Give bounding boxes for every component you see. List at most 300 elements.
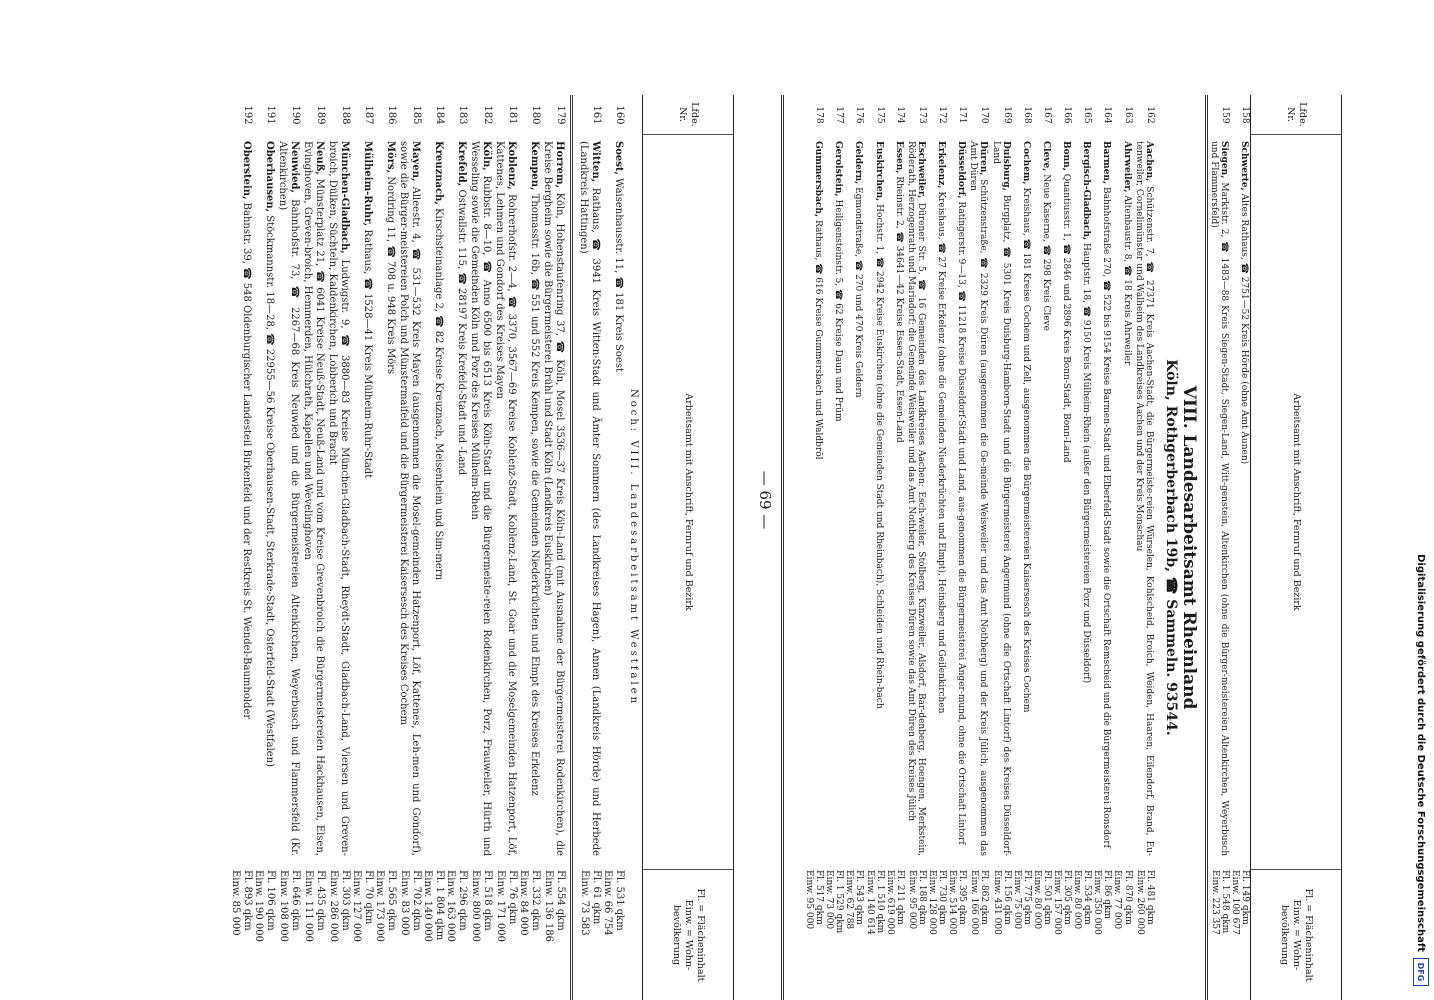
population-value: Einw. 136 186 [543, 870, 555, 943]
entry-area-population [1012, 862, 1032, 1000]
office-name: Euskirchen, [873, 141, 884, 202]
entry-number: 174 [894, 106, 905, 124]
entry-office [824, 135, 844, 862]
population-value: Einw. 223 357 [1209, 870, 1220, 935]
entry-number: 192 [242, 105, 253, 125]
office-name: Kreuznach, [433, 141, 444, 205]
area-value: Fl. 211 qkm [894, 870, 905, 925]
entry-number: 170 [979, 106, 990, 124]
list-item [577, 95, 602, 1000]
entry-area-population [1133, 862, 1155, 1000]
list-item [301, 95, 326, 1000]
entry-area-population [1032, 862, 1052, 1000]
population-value: Einw. 83 000 [399, 870, 411, 936]
entry-area-population [374, 862, 397, 1000]
entry-area-population [1052, 862, 1072, 1000]
list-item [1012, 95, 1032, 1000]
population-value: Einw. 84 000 [518, 870, 530, 936]
population-value: Einw. 66 754 [602, 870, 614, 936]
office-name: Neuß, [314, 141, 325, 175]
entry-number: 164 [1102, 106, 1113, 124]
area-value: Fl. 1 529 qkm [834, 870, 845, 934]
office-name: Schwerte, [1239, 141, 1249, 191]
area-value: Fl. 106 qkm [265, 870, 276, 931]
area-value: Fl. 730 qkm [937, 870, 948, 925]
entry-number: 168 [1021, 106, 1032, 124]
population-value: Einw. 73 000 [824, 870, 835, 930]
running-head: Noch: VIII. Landesarbeitsamt Westfalen [628, 388, 639, 707]
area-value: Fl. 156 qkm [1001, 870, 1012, 925]
entry-number: 173 [916, 106, 927, 124]
office-name: Bergisch-Gladbach, [1081, 141, 1092, 241]
population-value: Einw. 431 000 [991, 870, 1002, 935]
area-value: Fl. 1 510 qkm [874, 870, 885, 934]
entry-area-population [1208, 862, 1230, 1000]
right-rows [230, 95, 642, 1000]
area-value: Fl. 862 qkm [979, 870, 990, 925]
entry-office [602, 135, 625, 862]
entry-area-population [885, 862, 905, 1000]
list-item [276, 95, 301, 1000]
area-value: Fl. 565 qkm [386, 870, 397, 931]
area-value: Fl. 518 qkm [482, 870, 493, 931]
entry-office [301, 135, 326, 862]
entry-area-population [905, 862, 927, 1000]
area-value: Fl. 517 qkm [814, 870, 825, 925]
population-value: Einw. 100 677 [1229, 870, 1240, 935]
area-value: Fl. 1 804 qkm [434, 870, 445, 941]
entry-area-population [445, 862, 468, 1000]
entry-number: 188 [340, 105, 351, 125]
right-column [194, 95, 734, 1000]
office-name: Bonn, [1061, 141, 1072, 171]
population-value: Einw. 127 000 [351, 870, 363, 943]
list-item [1092, 95, 1112, 1000]
office-details: Kreishaus, ☎ 181 Kreise Cochem und Zell, ausgenommen die Bürgermeistereien Kaisersesch des Kreises Cochem [1020, 184, 1031, 713]
office-details: Waisenhausstr. 11, ☎ 181 Kreis Soest [613, 174, 624, 372]
area-value: Fl. 61 qkm [591, 870, 602, 925]
population-value: Einw. 157 000 [1051, 870, 1062, 935]
list-item [989, 95, 1011, 1000]
entry-office [374, 135, 397, 862]
area-value: Fl. 543 qkm [854, 870, 865, 925]
entry-area-population [422, 862, 445, 1000]
entry-number: 172 [937, 106, 948, 124]
entry-number: 184 [434, 105, 445, 125]
header-arbeitsamt: Arbeitsamt mit Anschrift, Fernruf und Bezirk [643, 135, 733, 870]
entry-area-population [518, 862, 541, 1000]
office-name: Krefeld, [456, 141, 467, 187]
area-value: Fl. 303 qkm [340, 870, 351, 931]
entry-area-population [326, 862, 351, 1000]
office-details: Nordring 11, ☎ 708 u. 948 Kreis Mörs [385, 173, 396, 375]
entry-number: 171 [957, 106, 968, 124]
entry-number: 183 [457, 105, 468, 125]
entry-number: 165 [1082, 106, 1093, 124]
office-details: Altes Rathaus, ☎ 2751—52 Kreis Hörde (ohne Amt Aunen) [1239, 190, 1249, 465]
entry-office [885, 135, 905, 862]
entry-office [1208, 135, 1230, 862]
entry-office [397, 135, 422, 862]
office-name: Oberstein, [241, 141, 252, 200]
list-item [1230, 95, 1250, 1000]
list-item [865, 95, 885, 1000]
entry-office [1133, 135, 1155, 862]
entry-number: 159 [1219, 106, 1230, 124]
entry-office [326, 135, 351, 862]
entry-office [1032, 135, 1052, 862]
population-value: Einw. 350 000 [1092, 870, 1103, 935]
office-details: Ludwigstr. 9, ☎ 3880—83 Kreise München-Gladbach-Stadt, Rheydt-Stadt, Gladbach-Land, Viersen und Greven-broich, Dülken, Süchteln, Kaldenkirchen, Lobberich und Bracht [327, 141, 350, 856]
office-details: Neue Kaserne, ☎ 298 Kreis Cleve [1040, 171, 1051, 331]
office-name: Düsseldorf, [956, 141, 967, 199]
section-address: Köln, Rothgerberbach 19b, ☎ Sammeln. 93544. [1162, 359, 1179, 736]
list-item [230, 95, 253, 1000]
entry-number: 166 [1062, 106, 1073, 124]
office-name: Kempen, [529, 141, 540, 191]
office-details: Egmondstraße, ☎ 270 und 470 Kreis Geldern [853, 184, 864, 398]
population-value: Einw. 108 000 [278, 870, 290, 943]
area-value: Fl. 531 qkm [614, 870, 625, 931]
section-divider [570, 95, 573, 1000]
list-item [1133, 95, 1155, 1000]
entry-office [577, 135, 602, 862]
office-name: Köln, [481, 141, 492, 171]
office-details: Burgplatz, ☎ 5301 Kreis Duisburg-Hamborn-Stadt und die Bürgermeisterei Angermund (ohne die Ortschaft Lintorf) des Kreises Düsseldorf-Land [990, 141, 1011, 856]
page-number: — 69 — [756, 470, 774, 530]
entry-office [422, 135, 445, 862]
entry-office [253, 135, 276, 862]
list-item [422, 95, 445, 1000]
entry-area-population [967, 862, 989, 1000]
office-name: Horrem, [554, 141, 565, 189]
area-value: Fl. 305 qkm [1062, 870, 1073, 925]
entry-number: 182 [482, 105, 493, 125]
entry-area-population [1112, 862, 1132, 1000]
entry-office [468, 135, 493, 862]
list-item [1032, 95, 1052, 1000]
population-value: Einw. 80 000 [1072, 870, 1083, 930]
entry-area-population [276, 862, 301, 1000]
header-lfde-nr: Lfde. Nr. [643, 95, 733, 135]
area-value: Fl. 481 qkm [1144, 870, 1155, 925]
list-item [905, 95, 927, 1000]
entry-area-population [493, 862, 518, 1000]
office-name: Barmen, [1101, 141, 1112, 185]
list-item [824, 95, 844, 1000]
office-name: Gerolstein, [833, 141, 844, 197]
population-value: Einw. 286 000 [328, 870, 340, 943]
area-value: Fl. 775 qkm [1021, 870, 1032, 925]
list-item [947, 95, 967, 1000]
header-lfde-nr: Lfde. Nr. [1251, 95, 1341, 135]
area-value: Fl. 86 qkm [1102, 870, 1113, 919]
list-item [326, 95, 351, 1000]
entry-office [947, 135, 967, 862]
office-name: Neuwied, [289, 141, 300, 194]
office-details: Heiligensteinstr. 5, ☎ 62 Kreise Daun und Prüm [833, 196, 844, 422]
entry-office [927, 135, 947, 862]
office-name: Ahrweiler, [1121, 141, 1132, 193]
office-name: Mörs, [385, 141, 396, 174]
list-item [1208, 95, 1230, 1000]
office-details: Stöckmannstr. 18—28, ☎ 22955—56 Kreise Oberhausen-Stadt, Sterkrade-Stadt, Osterfeld-Stadt (Westfalen) [264, 212, 275, 768]
entry-number: 179 [555, 105, 566, 125]
office-name: Düren, [978, 141, 989, 176]
office-details: Dürener Str. 5, ☎ 16 Gemeinden des Landkreises Aachen: Esch-weiler, Stolberg, Kinzweiler, Alsdorf, Bar-denberg, Hoengen, Merkstein, Röderath, Herzogenrath und Mariadorf; die Gemeinde Weisweiler und das Amt Nothberg des Kreises Düren sowie das Amt Düren des Kreises Jülich [905, 141, 926, 856]
population-value: Einw. 260 000 [1134, 870, 1145, 935]
entry-number: 178 [814, 106, 825, 124]
entry-number: 177 [834, 106, 845, 124]
office-name: Erkelenz, [936, 141, 947, 189]
area-value: Fl. 395 qkm [957, 870, 968, 925]
office-details: Alleestr. 4, ☎ 531—532 Kreis Mayen (ausgenommen die Mosel-gemeinden Hatzenport, Löf, Kattenes, Leh-men und Gondorf), sowie die Bürger-meistereien Polch und Münstermaifeld und die Bürgermeisterei Kaisersesch des Kreises Cochem [398, 141, 421, 856]
entry-area-population [602, 862, 625, 1000]
entry-number: 186 [386, 105, 397, 125]
entry-office [865, 135, 885, 862]
entry-area-population [577, 862, 602, 1000]
population-value: Einw. 128 000 [927, 870, 938, 935]
entry-office [1052, 135, 1072, 862]
office-details: Schützenstr. 7, ☎ 27371 Kreis Aachen-Stadt, die Bürgermeiste-reien Würselen, Kohlscheid, Broich, Weiden, Haaren, Eilendorf, Brand, Eu-tenweiler, Cornelimünster und Walheim des Landkreises Aachen und der Kreis Monschau [1133, 141, 1154, 856]
area-value: Fl. 534 qkm [1082, 870, 1093, 925]
office-details: Rubbstr. 8—10, ☎ Anno 6500 bis 6513 Kreis Köln-Stadt und die Bürgermeiste-reien Rodenkirchen, Porz, Frauweiler, Hürth und Wesseling sowie die Gemeinden Köln und Porz des Kreises Mülheim-Rhein [469, 141, 492, 856]
entry-office [905, 135, 927, 862]
area-value: Fl. 296 qkm [457, 870, 468, 931]
list-item [518, 95, 541, 1000]
entry-number: 185 [411, 105, 422, 125]
office-details: Köln, Hohenstaufenring 37, ☎ Köln, Mosel 3536—37 Kreis Köln-Land (mit Ausnahme der Bürgermeisterei Rodenkirchen), die Kreise Bergheim sowie die Bürgermeisterei Brühl und Stadt Köln (Landkreis Euskirchen) [542, 141, 565, 856]
entry-office [989, 135, 1011, 862]
population-value: Einw. 190 000 [253, 870, 265, 943]
office-name: Aachen, [1143, 141, 1154, 182]
population-value: Einw. 62 788 [844, 870, 855, 930]
office-name: Soest, [613, 141, 624, 175]
population-value: Einw. 80 000 [1031, 870, 1042, 930]
list-item [1052, 95, 1072, 1000]
office-name: Witten, [590, 141, 601, 183]
office-details: Kreishaus, ☎ 27 Kreise Erkelenz (ohne die Gemeinden Niederkrüchten und Elmpt), Heinsberg und Geilenkirchen [936, 188, 947, 714]
office-details: Rohrerhofstr. 2—4, ☎ 3370, 3567—69 Kreise Koblenz-Stadt, Koblenz-Land, St. Goar und die Moselgemeinden Hatzenport, Löf, Kattenes, Lehmen und Gondorf des Kreises Mayen [494, 141, 517, 856]
entry-area-population [1072, 862, 1092, 1000]
area-value: Fl. 646 qkm [290, 870, 301, 931]
office-name: Oberhausen, [264, 141, 275, 213]
population-value: Einw. 111 000 [303, 870, 315, 943]
office-details: Rathaus, ☎ 616 Kreise Gummersbach und Waldbröl [813, 217, 824, 460]
list-item [445, 95, 468, 1000]
entry-number: 167 [1041, 106, 1052, 124]
office-details: Bahnstr. 39, ☎ 548 Oldenburgischer Landesteil Birkenfeld und der Restkreis St. Wendel-Baumholder [241, 199, 252, 720]
entry-area-population [351, 862, 374, 1000]
area-value: Fl. 501 qkm [1041, 870, 1052, 925]
header-flaeche: Fl. = Flächeninhalt Einw. = Wohn-bevölkerung [1279, 888, 1314, 982]
entry-office [844, 135, 864, 862]
population-value: Einw. 171 000 [495, 870, 507, 943]
entry-number: 176 [854, 106, 865, 124]
entry-area-population [301, 862, 326, 1000]
entry-office [276, 135, 301, 862]
entry-area-population [1230, 862, 1250, 1000]
office-name: Gummersbach, [813, 141, 824, 218]
office-details: Ostwallstr. 115, ☎ 28197 Kreis Krefeld-Stadt und -Land [456, 186, 467, 476]
office-details: Marktstr. 2, ☎ 1483—88 Kreis Siegen-Stadt, Siegen-Land, Witt-genstein, Altenkirchen (ohne die Bürger-meistereien Altenkirchen, Weyerbusch und Flammersfeld) [1208, 141, 1229, 856]
area-value: Fl. 149 qkm [1240, 870, 1250, 925]
header-arbeitsamt: Arbeitsamt mit Anschrift, Fernruf und Bezirk [1251, 135, 1341, 870]
population-value: Einw. 514 000 [947, 870, 958, 935]
list-item [374, 95, 397, 1000]
office-details: Bahnhofstr. 73, ☎ 2267—68 Kreis Neuwied und die Bürgermeistereien Altenkirchen, Weyerbusch und Flammersfeld (Kr. Altenkirchen) [277, 141, 300, 856]
entry-office [967, 135, 989, 862]
entry-area-population [468, 862, 493, 1000]
office-name: München-Gladbach, [339, 141, 350, 254]
population-value: Einw. 95 000 [804, 870, 815, 930]
entry-number: 181 [507, 105, 518, 125]
entry-office [230, 135, 253, 862]
entry-number: 191 [265, 105, 276, 125]
office-details: Hochstr. 1, ☎ 2942 Kreise Euskirchen (ohne die Gemeinden Stadt und Rheinbach), Schleiden und Rhein-bach [873, 201, 884, 709]
office-name: Mülheim-Ruhr, [362, 141, 373, 227]
list-item [602, 95, 625, 1000]
entry-number: 189 [315, 105, 326, 125]
entry-number: 175 [874, 106, 885, 124]
list-item [885, 95, 905, 1000]
list-item [967, 95, 989, 1000]
office-name: Cleve, [1040, 141, 1051, 172]
area-value: Fl. 188 qkm [916, 870, 927, 925]
office-name: Siegen, [1218, 141, 1229, 179]
header-flaeche: Fl. = Flächeninhalt Einw. = Wohn-bevölkerung [671, 888, 706, 982]
population-value: Einw. 85 000 [230, 870, 242, 936]
area-value: Fl. 702 qkm [411, 870, 422, 931]
entry-office [1092, 135, 1112, 862]
entry-number: 180 [530, 105, 541, 125]
office-details: Quantiusstr. 1, ☎ 2846 und 2896 Kreis Bonn-Stadt, Bonn-Land [1061, 170, 1072, 463]
office-details: Rathaus, ☎ 3941 Kreis Witten-Stadt und Ämter Sommern (des Landkreises Hagen), Annen (Landkreis Hörde) und Herbede (Landkreis Hattingen) [578, 141, 601, 856]
left-column-header [1250, 95, 1342, 1000]
column-divider [781, 95, 784, 1000]
entry-office [351, 135, 374, 862]
digitization-footer [1408, 0, 1434, 1000]
list-item [844, 95, 864, 1000]
office-details: Rheinstr. 2, ☎ 34641—42 Kreise Essen-Stadt, Essen-Land [893, 173, 904, 443]
entry-office [1230, 135, 1250, 862]
office-name: Cochem, [1020, 141, 1031, 185]
area-value: Fl. 435 qkm [315, 870, 326, 931]
entry-number: 187 [363, 105, 374, 125]
entry-number: 162 [1144, 106, 1155, 124]
office-name: Koblenz, [506, 141, 517, 190]
entry-area-population [804, 862, 824, 1000]
entry-area-population [989, 862, 1011, 1000]
digitization-credit: Digitalisierung gefördert durch die Deutsche Forschungsgemeinschaft [1415, 554, 1427, 952]
entry-number: 160 [614, 105, 625, 125]
list-item [351, 95, 374, 1000]
office-details: Schützenstraße, ☎ 2329 Kreis Düren (ausgenommen die Ge-meinde Weisweiler und das Amt Nothberg) und der Kreis Jülich, ausgenommen das Amt Düren [968, 141, 989, 856]
entry-office [541, 135, 566, 862]
entry-office [804, 135, 824, 862]
right-column-header [642, 95, 734, 1000]
list-item [1112, 95, 1132, 1000]
area-value: Fl. 554 qkm [555, 870, 566, 931]
list-item [253, 95, 276, 1000]
office-details: Rathaus, ☎ 1528—41 Kreis Mülheim-Ruhr-Stadt [362, 226, 373, 479]
entry-area-population [397, 862, 422, 1000]
population-value: Einw. 166 000 [969, 870, 980, 935]
area-value: Fl. 76 qkm [507, 870, 518, 925]
office-name: Mayen, [410, 141, 421, 182]
population-value: Einw. 800 000 [470, 870, 482, 943]
office-details: Thomasstr. 16b, ☎ 551 und 552 Kreis Kempen, sowie die Gemeinden Niederkrüchten und Elmpt des Kreises Erkelenz [529, 190, 540, 796]
entry-office [1012, 135, 1032, 862]
office-details: Bahnhofstraße 270, ☎ 522 bis 9154 Kreise Barmen-Stadt und Elberfeld-Stadt sowie die Ortschaft Remscheid und die Bürgermeisterei Ronsdorf [1101, 184, 1112, 848]
dfg-logo-icon: DFG [1413, 958, 1429, 986]
population-value: Einw. 140 614 [864, 870, 875, 935]
list-item [493, 95, 518, 1000]
entry-office [1072, 135, 1092, 862]
office-details: Kirschsteinanlage 2, ☎ 82 Kreise Kreuznach, Meisenheim und Sim-mern [433, 204, 444, 581]
entry-area-population [844, 862, 864, 1000]
entry-area-population [865, 862, 885, 1000]
entry-number: 161 [591, 105, 602, 125]
entry-office [518, 135, 541, 862]
entry-office [445, 135, 468, 862]
entry-number: 163 [1122, 106, 1133, 124]
list-item [468, 95, 493, 1000]
entry-number: 169 [1001, 106, 1012, 124]
area-value: Fl. 70 qkm [363, 870, 374, 925]
population-value: Einw. 163 000 [445, 870, 457, 943]
entry-area-population [1092, 862, 1112, 1000]
population-value: Einw. 140 000 [422, 870, 434, 943]
entry-number: 158 [1240, 106, 1250, 124]
entry-area-population [541, 862, 566, 1000]
list-item [1072, 95, 1092, 1000]
list-item [397, 95, 422, 1000]
section-title [1155, 95, 1208, 1000]
entry-area-population [230, 862, 253, 1000]
list-item [927, 95, 947, 1000]
population-value: Einw. 173 000 [374, 870, 386, 943]
entry-area-population [253, 862, 276, 1000]
population-value: Einw. 619 000 [884, 870, 895, 935]
entry-office [1112, 135, 1132, 862]
population-value: Einw. 95 000 [906, 870, 917, 930]
area-value: Fl. 1 548 qkm [1219, 870, 1230, 934]
area-value: Fl. 870 qkm [1122, 870, 1133, 925]
list-item [804, 95, 824, 1000]
office-details: Altenbaustr. 8, ☎ 18 Kreis Ahrweiler [1121, 192, 1132, 366]
office-name: Geldern, [853, 141, 864, 185]
area-value: Fl. 893 qkm [242, 870, 253, 931]
population-value: Einw. 73 583 [579, 870, 591, 936]
list-item [541, 95, 566, 1000]
area-value: Fl. 332 qkm [530, 870, 541, 931]
entry-area-population [824, 862, 844, 1000]
entry-area-population [927, 862, 947, 1000]
office-details: Ratingerstr. 9—13, ☎ 11218 Kreise Düsseldorf-Stadt und Land, aus-genommen die Bürgermeisterei Anger-mund, ohne die Ortschaft Lintorf [956, 198, 967, 845]
entry-area-population [947, 862, 967, 1000]
left-rows [804, 95, 1250, 1000]
office-name: Essen, [893, 141, 904, 174]
office-details: Münsterplatz 21, ☎ 6041 Kreise Neuß-Stadt, Neuß-Land und vom Kreise Grevenbroich die Bürgermeistereien Hackhausen, Elsen, Evinghoven, Greven-broich, Hemmerden, Hülchrath, Kapellen und Wevelinghoven [302, 141, 325, 856]
office-details: Hauptstr. 18, ☎ 9150 Kreis Mülheim-Rhein (außer den Bürgermeistereien Porz und Düsseldorf) [1081, 240, 1092, 684]
entry-number: 190 [290, 105, 301, 125]
entry-office [493, 135, 518, 862]
office-name: Eschweiler, [915, 141, 926, 199]
population-value: Einw. 77 000 [1112, 870, 1123, 930]
office-name: Duisburg, [1000, 141, 1011, 191]
population-value: Einw. 75 000 [1011, 870, 1022, 930]
